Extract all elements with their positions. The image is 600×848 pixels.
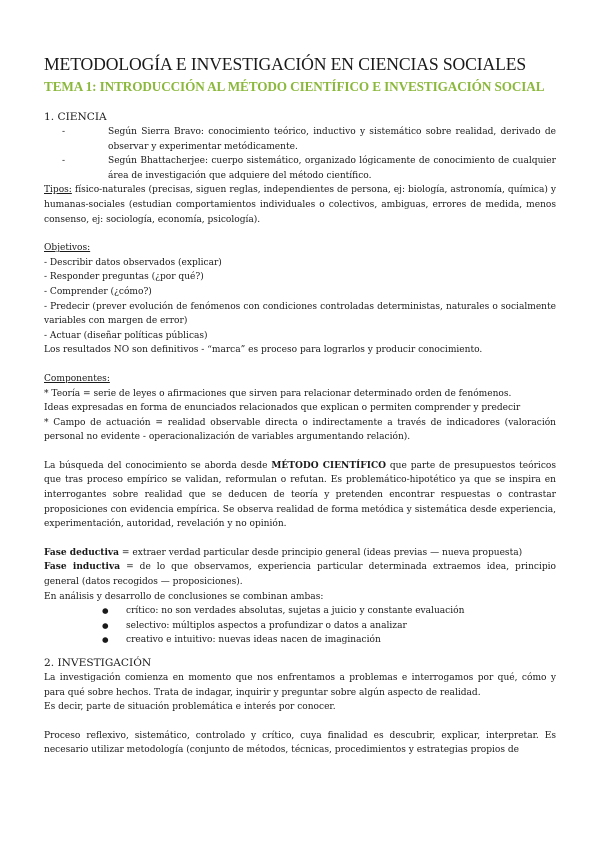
bullet-item: ● selectivo: múltiplos aspectos a profundizar o datos a analizar: [126, 619, 556, 634]
definitions-list: [44, 125, 556, 183]
fase-inductiva-term: Fase inductiva: [44, 562, 121, 573]
bullet-item: ● crítico: no son verdades absolutas, sujetas a juicio y constante evaluación: [126, 604, 556, 619]
document-subtitle: TEMA 1: INTRODUCCIÓN AL MÉTODO CIENTÍFICO E INVESTIGACIÓN SOCIAL: [44, 79, 545, 94]
section-heading-ciencia: 1. CIENCIA: [44, 111, 107, 123]
objetivo-item: - Actuar (diseñar políticas públicas): [44, 330, 208, 341]
metodo-cientifico-paragraph: [44, 459, 556, 532]
metodo-cientifico-term: MÉTODO CIENTÍFICO: [271, 460, 387, 471]
componente-item: * Teoría = serie de leyes o afirmaciones que sirven para relacionar determinado orden de fenómenos.: [44, 388, 512, 399]
analisis-line: En análisis y desarrollo de conclusiones se combinan ambas:: [44, 591, 324, 602]
objetivos-label: Objetivos:: [44, 243, 91, 254]
tipos-text: físico-naturales (precisas, siguen reglas, independientes de persona, ej: biología, astronomía, química) y humanas-sociales (estudian comportamientos individuales o colectivos, ambiguas, errores de medida, menos consenso, ej: sociología, economía, psicología).: [44, 185, 556, 225]
fase-inductiva-text: = de lo que observamos, experiencia particular determinada extraemos idea, principio general (datos recogidos — proposiciones).: [44, 562, 556, 588]
bullet-item: ● creativo e intuitivo: nuevas ideas nacen de imaginación: [126, 633, 556, 648]
objetivo-item: - Responder preguntas (¿por qué?): [44, 272, 204, 283]
fase-deductiva-term: Fase deductiva: [44, 547, 120, 558]
fase-deductiva-text: = extraer verdad particular desde principio general (ideas previas — nueva propuesta): [119, 547, 523, 558]
componente-item: Ideas expresadas en forma de enunciados relacionados que explican o permiten comprender y predecir: [44, 403, 521, 414]
document-title: METODOLOGÍA E INVESTIGACIÓN EN CIENCIAS SOCIALES: [44, 54, 527, 74]
metodo-text-pre: La búsqueda del conocimiento se aborda desde: [44, 460, 272, 471]
definition-sierra-bravo: - Según Sierra Bravo: conocimiento teórico, inductivo y sistemático sobre realidad, derivado de observar y experimentar metódicamente.: [108, 125, 556, 154]
componente-item: * Campo de actuación = realidad observable directa o indirectamente a través de indicadores (valoración personal no evidente - operacionalización de variables argumentando relación).: [44, 417, 556, 443]
definition-bhattacherjee: - Según Bhattacherjee: cuerpo sistemático, organizado lógicamente de conocimiento de cualquier área de investigación que adquiere del método científico.: [108, 154, 556, 183]
resultados-note: Los resultados NO son definitivos - “marca” es proceso para lograrlos y producir conocimiento.: [44, 345, 483, 356]
objetivo-item: - Comprender (¿cómo?): [44, 286, 152, 297]
objetivo-item: - Describir datos observados (explicar): [44, 257, 222, 268]
investigacion-paragraph-1: La investigación comienza en momento que nos enfrentamos a problemas e interrogamos por qué, cómo y para qué sobre hechos. Trata de indagar, inquirir y preguntar sobre algún aspecto de realidad.: [44, 673, 556, 698]
fase-deductiva: [44, 546, 556, 561]
analisis-bullets: [44, 604, 556, 648]
objetivo-item: - Predecir (prever evolución de fenómenos con condiciones controladas deterministas, naturales o socialmente variables con margen de error): [44, 301, 556, 327]
section-heading-investigacion: 2. INVESTIGACIÓN: [44, 657, 152, 669]
fase-inductiva: [44, 560, 556, 589]
investigacion-paragraph-2: Es decir, parte de situación problemática e interés por conocer.: [44, 702, 336, 713]
investigacion-paragraph-3: Proceso reflexivo, sistemático, controlado y crítico, cuya finalidad es descubrir, explicar, interpretar. Es necesario utilizar metodología (conjunto de métodos, técnicas, procedimientos y estrategias propios de: [44, 730, 556, 756]
metodo-text-post: que parte de presupuestos teóricos que tras proceso empírico se validan, reformulan o refutan. Es problemático-hipotético ya que se inspira en interrogantes sobre realidad que se deducen de teoría y pretenden encontrar respuestas o contrastar proposiciones con evidencia empírica. Se observa realidad de forma metódica y sistemática desde experiencia, experimentación, autoridad, revelación y no opinión.: [44, 460, 556, 530]
componentes-label: Componentes:: [44, 373, 110, 384]
tipos-paragraph: [44, 183, 556, 227]
tipos-label: Tipos:: [44, 185, 72, 196]
